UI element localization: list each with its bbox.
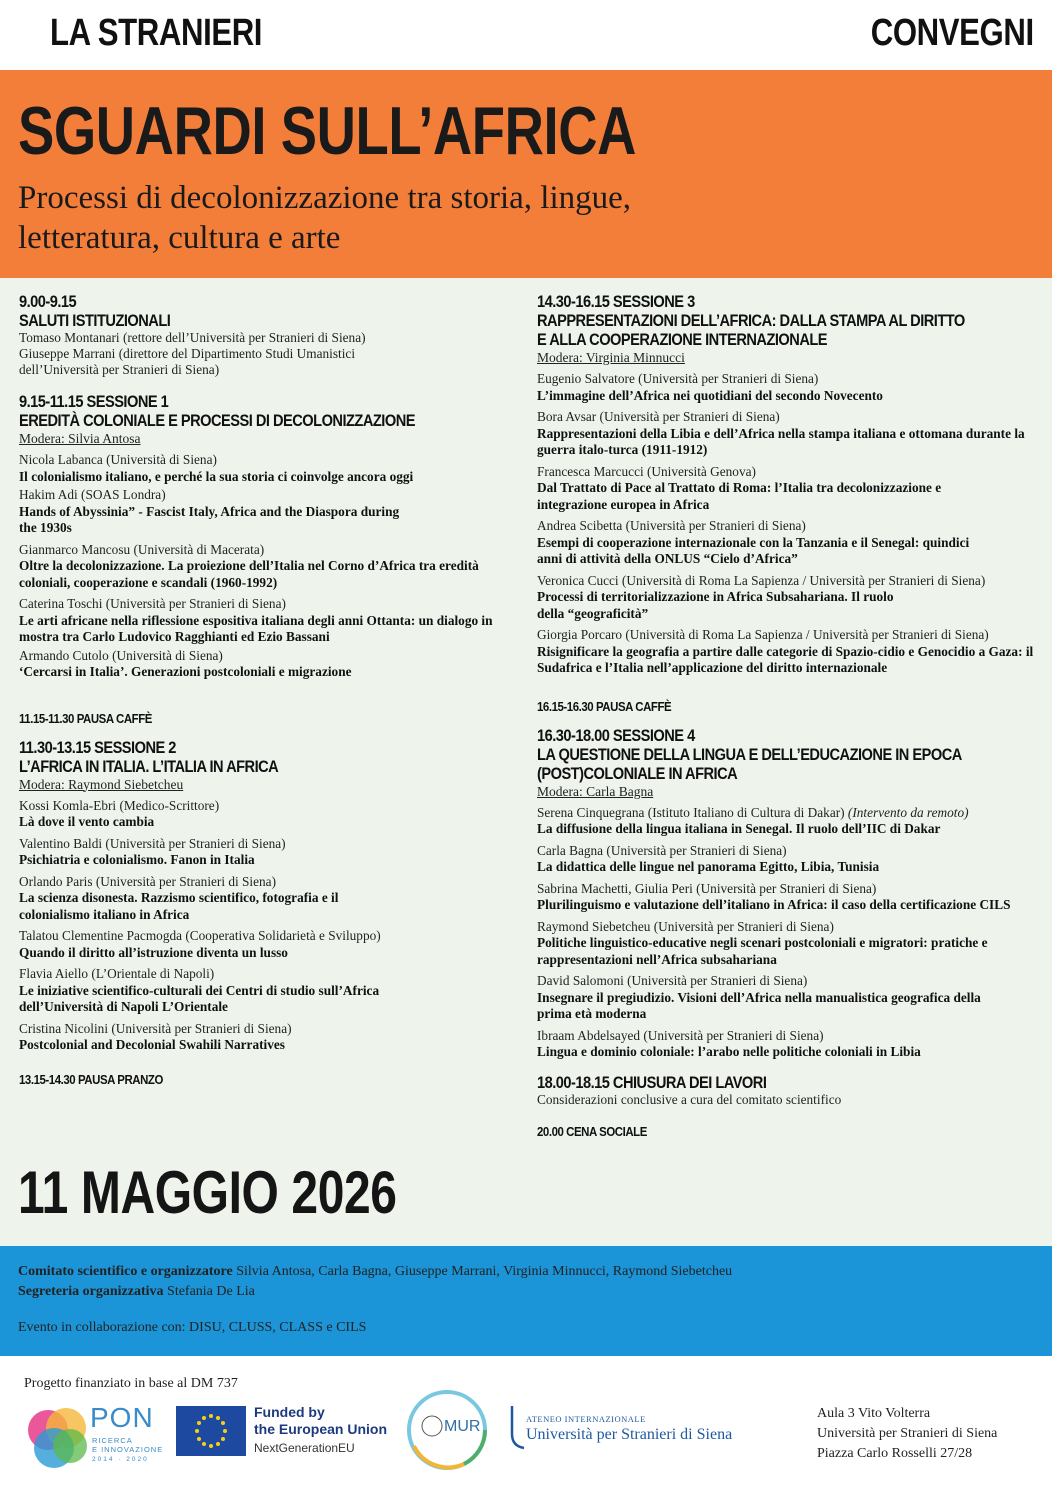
organizers-footer	[0, 1246, 1052, 1356]
talk-item	[537, 973, 1037, 1023]
talk-item	[537, 843, 1037, 876]
talk-speaker: Giorgia Porcaro (Università di Roma La Sapienza / Università per Stranieri di Siena)	[537, 627, 989, 642]
talk-speaker: Francesca Marcucci (Università Genova)	[537, 463, 756, 479]
closing-block	[537, 1073, 1037, 1108]
eu-line-2: the European Union	[254, 1421, 387, 1437]
talk-title: Là dove il vento cambia	[19, 814, 155, 829]
session-time: 11.30-13.15 SESSIONE 2	[19, 737, 176, 757]
closing-text: Considerazioni conclusive a cura del comitato scientifico	[537, 1091, 842, 1107]
talk-item	[537, 371, 1037, 404]
opening-time: 9.00-9.15	[19, 292, 77, 311]
talk-title: Politiche linguistico-educative negli scenari postcoloniali e migratori: pratiche e rappresentazioni nell’Africa subsahariana	[537, 935, 988, 967]
session-time: 16.30-18.00 SESSIONE 4	[537, 725, 695, 745]
talk-speaker: Ibraam Abdelsayed (Università per Stranieri di Siena)	[537, 1027, 824, 1043]
talk-title: Oltre la decolonizzazione. La proiezione dell’Italia nel Corno d’Africa tra eredità coloniali, cooperazione e scandali (1960-1992)	[19, 558, 479, 590]
talk-speaker: Raymond Siebetcheu (Università per Stranieri di Siena)	[537, 918, 834, 934]
talk-item	[19, 874, 499, 924]
session-3	[537, 292, 1037, 677]
talk-title: ‘Cercarsi in Italia’. Generazioni postcoloniali e migrazione	[19, 664, 352, 679]
collaboration-line: Evento in collaborazione con: DISU, CLUSS, CLASS e CILS	[18, 1320, 367, 1335]
coffee-break: 11.15-11.30 PAUSA CAFFÈ	[19, 710, 152, 726]
venue-address	[817, 1404, 997, 1464]
talk-speaker: Flavia Aiello (L’Orientale di Napoli)	[19, 966, 215, 981]
talk-speaker: Armando Cutolo (Università di Siena)	[19, 647, 223, 663]
committee-label: Comitato scientifico e organizzatore	[18, 1264, 233, 1279]
session-moderator: Modera: Carla Bagna	[537, 783, 654, 799]
session-moderator: Modera: Silvia Antosa	[19, 431, 141, 446]
eu-funding-logo	[176, 1404, 406, 1460]
talk-item	[19, 1021, 499, 1054]
talk-item	[19, 596, 499, 646]
talk-speaker: Nicola Labanca (Università di Siena)	[19, 452, 217, 467]
session-4	[537, 726, 1037, 1061]
talk-item	[537, 919, 1037, 969]
talk-speaker: Orlando Paris (Università per Stranieri di Siena)	[19, 873, 277, 889]
mur-logo	[404, 1386, 494, 1476]
talk-speaker: Bora Avsar (Università per Stranieri di Siena)	[537, 409, 780, 424]
session-moderator: Modera: Virginia Minnucci	[537, 350, 685, 365]
talk-item	[19, 487, 499, 537]
talk-title: Esempi di cooperazione internazionale con la Tanzania e il Senegal: quindici anni di attività della ONLUS “Cielo d’Africa”	[537, 534, 970, 566]
talk-title: Il colonialismo italiano, e perché la sua storia ci coinvolge ancora oggi	[19, 468, 414, 484]
remote-note: (Intervento da remoto)	[847, 804, 969, 820]
mur-text: MUR	[444, 1418, 481, 1435]
opening-line: Giuseppe Marrani (direttore del Dipartimento Studi Umanistici	[19, 346, 356, 361]
talk-title: Rappresentazioni della Libia e dell’Africa nella stampa italiana e ottomana durante la guerra italo-turca (1911-1912)	[537, 425, 1025, 457]
talk-speaker: Kossi Komla-Ebri (Medico-Scrittore)	[19, 797, 220, 813]
talk-title: Psichiatria e colonialismo. Fanon in Italia	[19, 852, 255, 867]
secretariat-line	[18, 1284, 255, 1300]
category-label: CONVEGNI	[871, 12, 1034, 54]
talk-title: Le arti africane nella riflessione espositiva italiana degli anni Ottanta: un dialogo in mostra tra Carlo Ludovico Ragghianti ed Ezio Bassani	[19, 612, 493, 644]
secretariat-name: Stefania De Lia	[167, 1284, 255, 1299]
talk-item	[537, 518, 1037, 568]
session-2	[19, 738, 499, 1054]
social-dinner: 20.00 CENA SOCIALE	[537, 1123, 647, 1139]
opening-block	[19, 292, 499, 378]
program-area	[0, 278, 1052, 1246]
talk-title: La scienza disonesta. Razzismo scientifico, fotografia e il colonialismo italiano in Africa	[19, 890, 339, 922]
pon-circles-icon	[24, 1400, 94, 1476]
venue-institution: Università per Stranieri di Siena	[817, 1426, 998, 1441]
talk-speaker: Gianmarco Mancosu (Università di Macerata)	[19, 541, 265, 557]
talk-item	[19, 798, 499, 831]
session-title: (POST)COLONIALE IN AFRICA	[537, 763, 738, 783]
talk-title: Lingua e dominio coloniale: l’arabo nelle politiche coloniali in Libia	[537, 1044, 921, 1059]
coffee-break: 16.15-16.30 PAUSA CAFFÈ	[537, 698, 672, 714]
committee-line	[18, 1264, 732, 1280]
talk-title: Le iniziative scientifico-culturali dei Centri di studio sull’Africa dell’Università di Napoli L’Orientale	[19, 982, 380, 1014]
top-bar	[0, 0, 1052, 70]
talk-speaker: Eugenio Salvatore (Università per Stranieri di Siena)	[537, 371, 819, 386]
talk-speaker: Cristina Nicolini (Università per Stranieri di Siena)	[19, 1020, 292, 1036]
talk-item	[537, 573, 1037, 623]
closing-title: 18.00-18.15 CHIUSURA DEI LAVORI	[537, 1072, 767, 1092]
session-time: 14.30-16.15 SESSIONE 3	[537, 292, 695, 311]
university-tagline: ATENEO INTERNAZIONALE	[526, 1414, 646, 1424]
session-1	[19, 392, 499, 681]
talk-title: Plurilinguismo e valutazione dell’italiano in Africa: il caso della certificazione CILS	[537, 897, 1011, 912]
subtitle-line: letteratura, cultura e arte	[18, 220, 341, 256]
committee-names: Silvia Antosa, Carla Bagna, Giuseppe Marrani, Virginia Minnucci, Raymond Siebetcheu	[236, 1264, 733, 1279]
talk-item	[19, 836, 499, 869]
pon-subtitle: RICERCA	[92, 1436, 133, 1445]
talk-item	[19, 928, 499, 961]
talk-title: Insegnare il pregiudizio. Visioni dell’Africa nella manualistica geografica della prima età moderna	[537, 989, 981, 1021]
talk-item	[537, 805, 1037, 838]
talk-speaker: Talatou Clementine Pacmogda (Cooperativa Solidarietà e Sviluppo)	[19, 928, 381, 943]
brand-label: LA STRANIERI	[50, 12, 263, 54]
program-column-left	[19, 292, 499, 1087]
university-mark-icon	[508, 1404, 526, 1450]
session-title: LA QUESTIONE DELLA LINGUA E DELL’EDUCAZIONE IN EPOCA	[537, 744, 962, 764]
talk-item	[19, 542, 499, 592]
talk-title: Quando il diritto all’istruzione diventa un lusso	[19, 944, 288, 960]
event-title: SGUARDI SULL’AFRICA	[18, 93, 636, 169]
venue-street: Piazza Carlo Rosselli 27/28	[817, 1446, 973, 1461]
talk-title: Hands of Abyssinia” - Fascist Italy, Africa and the Diaspora during the 1930s	[19, 503, 400, 535]
lunch-break: 13.15-14.30 PAUSA PRANZO	[19, 1071, 163, 1087]
talk-title: L’immagine dell’Africa nei quotidiani del secondo Novecento	[537, 387, 883, 403]
funding-note: Progetto finanziato in base al DM 737	[24, 1376, 238, 1391]
talk-item	[19, 452, 499, 485]
talk-title: Processi di territorializzazione in Africa Subsahariana. Il ruolo della “geograficità”	[537, 589, 894, 621]
session-title: RAPPRESENTAZIONI DELL’AFRICA: DALLA STAMPA AL DIRITTO	[537, 311, 965, 330]
talk-speaker	[537, 805, 1037, 822]
talk-title: La diffusione della lingua italiana in Senegal. Il ruolo dell’IIC di Dakar	[537, 821, 941, 836]
talk-speaker: David Salomoni (Università per Stranieri di Siena)	[537, 973, 808, 988]
eu-line-3: NextGenerationEU	[254, 1441, 355, 1455]
venue-room: Aula 3 Vito Volterra	[817, 1406, 931, 1421]
talk-item	[19, 966, 499, 1016]
talk-speaker: Sabrina Machetti, Giulia Peri (Università per Stranieri di Siena)	[537, 880, 877, 896]
talk-title: Dal Trattato di Pace al Trattato di Roma: l’Italia tra decolonizzazione e integrazione europea in Africa	[537, 480, 942, 512]
opening-line: dell’Università per Stranieri di Siena)	[19, 362, 220, 377]
pon-years: 2014 · 2020	[92, 1456, 149, 1463]
speaker-name: Serena Cinquegrana (Istituto Italiano di Cultura di Dakar)	[537, 804, 845, 820]
talk-item	[537, 409, 1037, 459]
talk-speaker: Hakim Adi (SOAS Londra)	[19, 487, 166, 502]
talk-item	[537, 881, 1037, 914]
session-title: L’AFRICA IN ITALIA. L’ITALIA IN AFRICA	[19, 756, 279, 776]
secretariat-label: Segreteria organizzativa	[18, 1284, 164, 1299]
session-title: EREDITÀ COLONIALE E PROCESSI DI DECOLONIZZAZIONE	[19, 411, 415, 430]
university-name: Università per Stranieri di Siena	[526, 1426, 733, 1443]
session-title: E ALLA COOPERAZIONE INTERNAZIONALE	[537, 330, 828, 349]
eu-line-1: Funded by	[254, 1404, 325, 1420]
talk-speaker: Veronica Cucci (Università di Roma La Sapienza / Università per Stranieri di Siena)	[537, 572, 986, 588]
talk-title: La didattica delle lingue nel panorama Egitto, Libia, Tunisia	[537, 859, 880, 874]
talk-item	[19, 648, 499, 681]
event-subtitle	[18, 178, 978, 258]
talk-title: Risignificare la geografia a partire dalle categorie di Spazio-cidio e Genocidio a Gaza: il Sudafrica e l’Italia nell’applicazione del diritto internazionale	[537, 643, 1034, 675]
eu-flag-icon	[176, 1406, 246, 1456]
talk-item	[537, 464, 1037, 514]
talk-speaker: Valentino Baldi (Università per Stranieri di Siena)	[19, 835, 286, 851]
pon-logo	[24, 1400, 164, 1480]
talk-speaker: Andrea Scibetta (Università per Stranieri di Siena)	[537, 518, 806, 533]
session-time: 9.15-11.15 SESSIONE 1	[19, 392, 169, 411]
university-logo	[508, 1404, 778, 1454]
talk-title: Postcolonial and Decolonial Swahili Narratives	[19, 1037, 285, 1052]
talk-item	[537, 1028, 1037, 1061]
program-column-right	[537, 292, 1037, 1139]
hero-banner	[0, 70, 1052, 278]
pon-subtitle: E INNOVAZIONE	[92, 1445, 164, 1454]
subtitle-line: Processi di decolonizzazione tra storia, lingue,	[18, 180, 632, 216]
talk-speaker: Carla Bagna (Università per Stranieri di Siena)	[537, 842, 787, 858]
talk-speaker: Caterina Toschi (Università per Stranieri di Siena)	[19, 596, 286, 611]
opening-title: SALUTI ISTITUZIONALI	[19, 311, 171, 330]
pon-title: PON	[90, 1402, 154, 1433]
session-moderator: Modera: Raymond Siebetcheu	[19, 776, 184, 792]
funding-footer	[0, 1356, 1052, 1492]
talk-item	[537, 627, 1037, 677]
opening-line: Tomaso Montanari (rettore dell’Università per Stranieri di Siena)	[19, 330, 366, 345]
event-date: 11 MAGGIO 2026	[18, 1159, 397, 1226]
